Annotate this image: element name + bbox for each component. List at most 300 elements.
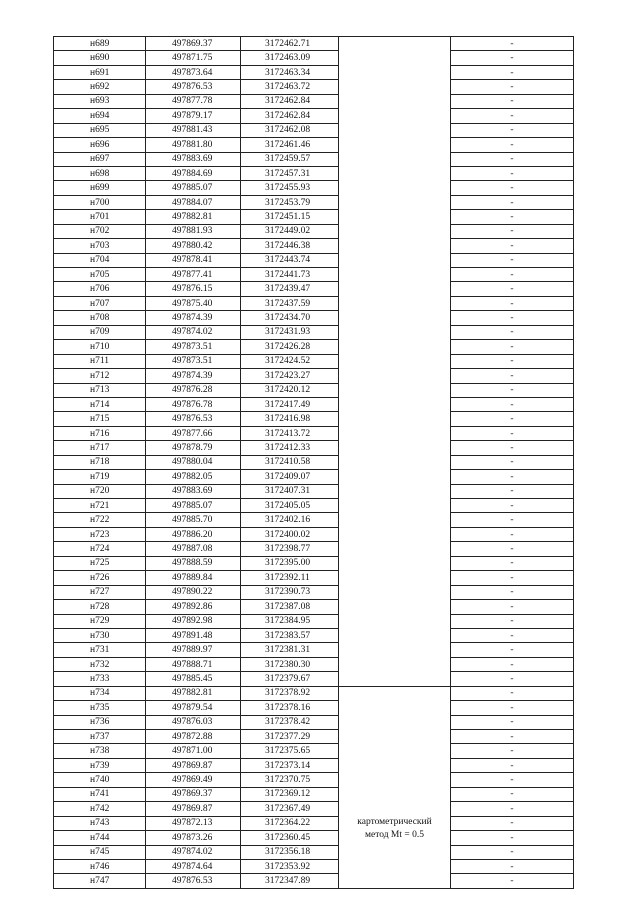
dash-cell: - [451,210,574,224]
dash-cell: - [451,340,574,354]
method-cell-empty [339,383,451,397]
table-row [54,730,574,744]
table-row [54,542,574,556]
table-row [54,744,574,758]
method-cell-empty [339,600,451,614]
x-coordinate-cell: 497874.39 [146,369,241,383]
x-coordinate-cell: 497876.53 [146,874,241,888]
y-coordinate-cell: 3172409.07 [241,470,339,484]
x-coordinate-cell: 497876.28 [146,383,241,397]
dash-cell: - [451,123,574,137]
x-coordinate-cell: 497873.51 [146,340,241,354]
dash-cell: - [451,455,574,469]
point-id-cell: н740 [54,773,146,787]
table-row [54,282,574,296]
table-row [54,383,574,397]
y-coordinate-cell: 3172431.93 [241,325,339,339]
dash-cell: - [451,80,574,94]
dash-cell: - [451,744,574,758]
x-coordinate-cell: 497885.70 [146,513,241,527]
method-line-1: картометрический [357,817,432,828]
method-cell-empty [339,426,451,440]
table-row [54,369,574,383]
dash-cell: - [451,195,574,209]
table-row [54,109,574,123]
dash-cell: - [451,397,574,411]
y-coordinate-cell: 3172383.57 [241,628,339,642]
x-coordinate-cell: 497869.87 [146,758,241,772]
method-cell-empty [339,210,451,224]
method-cell-empty [339,628,451,642]
y-coordinate-cell: 3172459.57 [241,152,339,166]
table-row [54,224,574,238]
dash-cell: - [451,224,574,238]
method-cell-empty [339,239,451,253]
method-cell-empty [339,455,451,469]
y-coordinate-cell: 3172420.12 [241,383,339,397]
table-row [54,80,574,94]
y-coordinate-cell: 3172373.14 [241,758,339,772]
dash-cell: - [451,513,574,527]
point-id-cell: н711 [54,354,146,368]
x-coordinate-cell: 497889.97 [146,643,241,657]
x-coordinate-cell: 497888.71 [146,657,241,671]
point-id-cell: н733 [54,672,146,686]
point-id-cell: н742 [54,802,146,816]
point-id-cell: н694 [54,109,146,123]
point-id-cell: н727 [54,585,146,599]
dash-cell: - [451,181,574,195]
point-id-cell: н710 [54,340,146,354]
table-row [54,484,574,498]
table-row [54,51,574,65]
method-cell-empty [339,94,451,108]
point-id-cell: н739 [54,758,146,772]
y-coordinate-cell: 3172379.67 [241,672,339,686]
point-id-cell: н704 [54,253,146,267]
point-id-cell: н698 [54,166,146,180]
x-coordinate-cell: 497873.51 [146,354,241,368]
dash-cell: - [451,426,574,440]
point-id-cell: н723 [54,527,146,541]
dash-cell: - [451,470,574,484]
method-cell-empty [339,166,451,180]
table-row [54,845,574,859]
dash-cell: - [451,138,574,152]
y-coordinate-cell: 3172375.65 [241,744,339,758]
point-id-cell: н713 [54,383,146,397]
x-coordinate-cell: 497880.04 [146,455,241,469]
dash-cell: - [451,37,574,51]
y-coordinate-cell: 3172457.31 [241,166,339,180]
method-cell-empty [339,657,451,671]
point-id-cell: н738 [54,744,146,758]
y-coordinate-cell: 3172395.00 [241,556,339,570]
y-coordinate-cell: 3172369.12 [241,787,339,801]
y-coordinate-cell: 3172398.77 [241,542,339,556]
y-coordinate-cell: 3172463.72 [241,80,339,94]
table-row [54,325,574,339]
x-coordinate-cell: 497872.88 [146,730,241,744]
point-id-cell: н714 [54,397,146,411]
method-cell-empty [339,325,451,339]
dash-cell: - [451,831,574,845]
x-coordinate-cell: 497874.02 [146,845,241,859]
table-row [54,874,574,888]
x-coordinate-cell: 497884.07 [146,195,241,209]
point-id-cell: н731 [54,643,146,657]
table-row [54,268,574,282]
point-id-cell: н716 [54,426,146,440]
y-coordinate-cell: 3172443.74 [241,253,339,267]
y-coordinate-cell: 3172400.02 [241,527,339,541]
method-cell-empty [339,268,451,282]
method-cell-empty [339,397,451,411]
method-cell-empty [339,672,451,686]
table-row [54,715,574,729]
point-id-cell: н696 [54,138,146,152]
y-coordinate-cell: 3172453.79 [241,195,339,209]
x-coordinate-cell: 497869.49 [146,773,241,787]
x-coordinate-cell: 497882.81 [146,210,241,224]
table-row [54,686,574,700]
method-cell-empty [339,138,451,152]
point-id-cell: н689 [54,37,146,51]
method-cell-empty [339,527,451,541]
point-id-cell: н707 [54,296,146,310]
method-cell-empty [339,123,451,137]
x-coordinate-cell: 497882.81 [146,686,241,700]
x-coordinate-cell: 497872.13 [146,816,241,830]
method-cell-empty [339,556,451,570]
dash-cell: - [451,686,574,700]
table-row [54,758,574,772]
dash-cell: - [451,672,574,686]
y-coordinate-cell: 3172381.31 [241,643,339,657]
y-coordinate-cell: 3172451.15 [241,210,339,224]
dash-cell: - [451,859,574,873]
method-cell-empty [339,470,451,484]
dash-cell: - [451,542,574,556]
point-id-cell: н709 [54,325,146,339]
x-coordinate-cell: 497869.37 [146,787,241,801]
method-cell-empty [339,181,451,195]
dash-cell: - [451,325,574,339]
table-row [54,138,574,152]
point-id-cell: н700 [54,195,146,209]
method-cell-empty [339,614,451,628]
table-row [54,253,574,267]
y-coordinate-cell: 3172360.45 [241,831,339,845]
y-coordinate-cell: 3172462.08 [241,123,339,137]
y-coordinate-cell: 3172364.22 [241,816,339,830]
y-coordinate-cell: 3172463.09 [241,51,339,65]
table-row [54,426,574,440]
point-id-cell: н735 [54,701,146,715]
x-coordinate-cell: 497885.07 [146,499,241,513]
dash-cell: - [451,600,574,614]
x-coordinate-cell: 497874.64 [146,859,241,873]
point-id-cell: н691 [54,65,146,79]
point-id-cell: н695 [54,123,146,137]
x-coordinate-cell: 497873.26 [146,831,241,845]
dash-cell: - [451,802,574,816]
table-row [54,657,574,671]
dash-cell: - [451,787,574,801]
method-cell-empty [339,80,451,94]
dash-cell: - [451,484,574,498]
x-coordinate-cell: 497879.17 [146,109,241,123]
y-coordinate-cell: 3172424.52 [241,354,339,368]
x-coordinate-cell: 497876.53 [146,412,241,426]
table-row [54,340,574,354]
dash-cell: - [451,311,574,325]
table-row [54,787,574,801]
point-id-cell: н703 [54,239,146,253]
table-row [54,816,574,830]
x-coordinate-cell: 497881.80 [146,138,241,152]
method-cell-empty [339,441,451,455]
table-row [54,470,574,484]
table-row [54,123,574,137]
table-row [54,441,574,455]
y-coordinate-cell: 3172370.75 [241,773,339,787]
x-coordinate-cell: 497876.03 [146,715,241,729]
method-cell-empty [339,224,451,238]
y-coordinate-cell: 3172446.38 [241,239,339,253]
point-id-cell: н721 [54,499,146,513]
table-row [54,195,574,209]
point-id-cell: н697 [54,152,146,166]
dash-cell: - [451,239,574,253]
dash-cell: - [451,253,574,267]
x-coordinate-cell: 497871.75 [146,51,241,65]
dash-cell: - [451,354,574,368]
point-id-cell: н720 [54,484,146,498]
dash-cell: - [451,527,574,541]
y-coordinate-cell: 3172377.29 [241,730,339,744]
x-coordinate-cell: 497892.98 [146,614,241,628]
x-coordinate-cell: 497885.07 [146,181,241,195]
point-id-cell: н717 [54,441,146,455]
y-coordinate-cell: 3172437.59 [241,296,339,310]
y-coordinate-cell: 3172461.46 [241,138,339,152]
x-coordinate-cell: 497888.59 [146,556,241,570]
point-id-cell: н736 [54,715,146,729]
point-id-cell: н743 [54,816,146,830]
dash-cell: - [451,715,574,729]
point-id-cell: н747 [54,874,146,888]
coordinates-table [53,36,574,889]
table-row [54,600,574,614]
dash-cell: - [451,730,574,744]
method-cell-empty [339,412,451,426]
table-row [54,513,574,527]
y-coordinate-cell: 3172384.95 [241,614,339,628]
point-id-cell: н715 [54,412,146,426]
dash-cell: - [451,773,574,787]
table-row [54,773,574,787]
y-coordinate-cell: 3172462.84 [241,109,339,123]
y-coordinate-cell: 3172449.02 [241,224,339,238]
method-cell-empty [339,253,451,267]
x-coordinate-cell: 497885.45 [146,672,241,686]
y-coordinate-cell: 3172378.92 [241,686,339,700]
dash-cell: - [451,701,574,715]
x-coordinate-cell: 497877.41 [146,268,241,282]
y-coordinate-cell: 3172455.93 [241,181,339,195]
y-coordinate-cell: 3172410.58 [241,455,339,469]
x-coordinate-cell: 497878.79 [146,441,241,455]
point-id-cell: н692 [54,80,146,94]
method-cell-empty [339,354,451,368]
x-coordinate-cell: 497876.53 [146,80,241,94]
method-text [339,732,450,842]
table-row [54,672,574,686]
method-cell-empty [339,585,451,599]
method-cell-empty [339,643,451,657]
y-coordinate-cell: 3172405.05 [241,499,339,513]
method-cell-empty [339,571,451,585]
method-cell-empty [339,65,451,79]
point-id-cell: н712 [54,369,146,383]
y-coordinate-cell: 3172380.30 [241,657,339,671]
point-id-cell: н722 [54,513,146,527]
x-coordinate-cell: 497869.87 [146,802,241,816]
y-coordinate-cell: 3172367.49 [241,802,339,816]
y-coordinate-cell: 3172387.08 [241,600,339,614]
table-row [54,210,574,224]
dash-cell: - [451,571,574,585]
dash-cell: - [451,94,574,108]
point-id-cell: н745 [54,845,146,859]
table-row [54,527,574,541]
x-coordinate-cell: 497876.78 [146,397,241,411]
point-id-cell: н737 [54,730,146,744]
y-coordinate-cell: 3172407.31 [241,484,339,498]
y-coordinate-cell: 3172353.92 [241,859,339,873]
x-coordinate-cell: 497883.69 [146,152,241,166]
x-coordinate-cell: 497883.69 [146,484,241,498]
dash-cell: - [451,152,574,166]
point-id-cell: н702 [54,224,146,238]
point-id-cell: н719 [54,470,146,484]
method-cell [339,686,451,888]
dash-cell: - [451,296,574,310]
method-cell-empty [339,37,451,51]
x-coordinate-cell: 497887.08 [146,542,241,556]
point-id-cell: н708 [54,311,146,325]
table-row [54,65,574,79]
dash-cell: - [451,412,574,426]
x-coordinate-cell: 497874.02 [146,325,241,339]
method-cell-empty [339,282,451,296]
dash-cell: - [451,614,574,628]
point-id-cell: н729 [54,614,146,628]
x-coordinate-cell: 497878.41 [146,253,241,267]
dash-cell: - [451,383,574,397]
y-coordinate-cell: 3172378.16 [241,701,339,715]
y-coordinate-cell: 3172462.71 [241,37,339,51]
point-id-cell: н701 [54,210,146,224]
method-cell-empty [339,296,451,310]
dash-cell: - [451,556,574,570]
table-row [54,643,574,657]
x-coordinate-cell: 497869.37 [146,37,241,51]
x-coordinate-cell: 497881.93 [146,224,241,238]
table-row [54,296,574,310]
y-coordinate-cell: 3172412.33 [241,441,339,455]
x-coordinate-cell: 497889.84 [146,571,241,585]
y-coordinate-cell: 3172423.27 [241,369,339,383]
point-id-cell: н706 [54,282,146,296]
dash-cell: - [451,268,574,282]
y-coordinate-cell: 3172347.89 [241,874,339,888]
dash-cell: - [451,628,574,642]
dash-cell: - [451,845,574,859]
dash-cell: - [451,441,574,455]
dash-cell: - [451,166,574,180]
table-row [54,628,574,642]
x-coordinate-cell: 497873.64 [146,65,241,79]
x-coordinate-cell: 497880.42 [146,239,241,253]
x-coordinate-cell: 497871.00 [146,744,241,758]
table-row [54,166,574,180]
method-cell-empty [339,484,451,498]
y-coordinate-cell: 3172413.72 [241,426,339,440]
x-coordinate-cell: 497891.48 [146,628,241,642]
table-row [54,311,574,325]
dash-cell: - [451,51,574,65]
y-coordinate-cell: 3172392.11 [241,571,339,585]
dash-cell: - [451,758,574,772]
method-cell-empty [339,542,451,556]
method-cell-empty [339,513,451,527]
y-coordinate-cell: 3172434.70 [241,311,339,325]
table-row [54,802,574,816]
table-row [54,585,574,599]
x-coordinate-cell: 497876.15 [146,282,241,296]
y-coordinate-cell: 3172462.84 [241,94,339,108]
dash-cell: - [451,643,574,657]
method-cell-empty [339,499,451,513]
dash-cell: - [451,874,574,888]
table-row [54,556,574,570]
y-coordinate-cell: 3172439.47 [241,282,339,296]
table-row [54,412,574,426]
coordinates-table-body [54,37,574,889]
table-row [54,152,574,166]
y-coordinate-cell: 3172416.98 [241,412,339,426]
method-cell-empty [339,311,451,325]
table-row [54,354,574,368]
method-cell-empty [339,195,451,209]
point-id-cell: н741 [54,787,146,801]
x-coordinate-cell: 497877.78 [146,94,241,108]
x-coordinate-cell: 497875.40 [146,296,241,310]
dash-cell: - [451,499,574,513]
x-coordinate-cell: 497881.43 [146,123,241,137]
y-coordinate-cell: 3172402.16 [241,513,339,527]
dash-cell: - [451,65,574,79]
table-row [54,614,574,628]
x-coordinate-cell: 497892.86 [146,600,241,614]
point-id-cell: н718 [54,455,146,469]
y-coordinate-cell: 3172463.34 [241,65,339,79]
x-coordinate-cell: 497884.69 [146,166,241,180]
table-row [54,859,574,873]
point-id-cell: н726 [54,571,146,585]
